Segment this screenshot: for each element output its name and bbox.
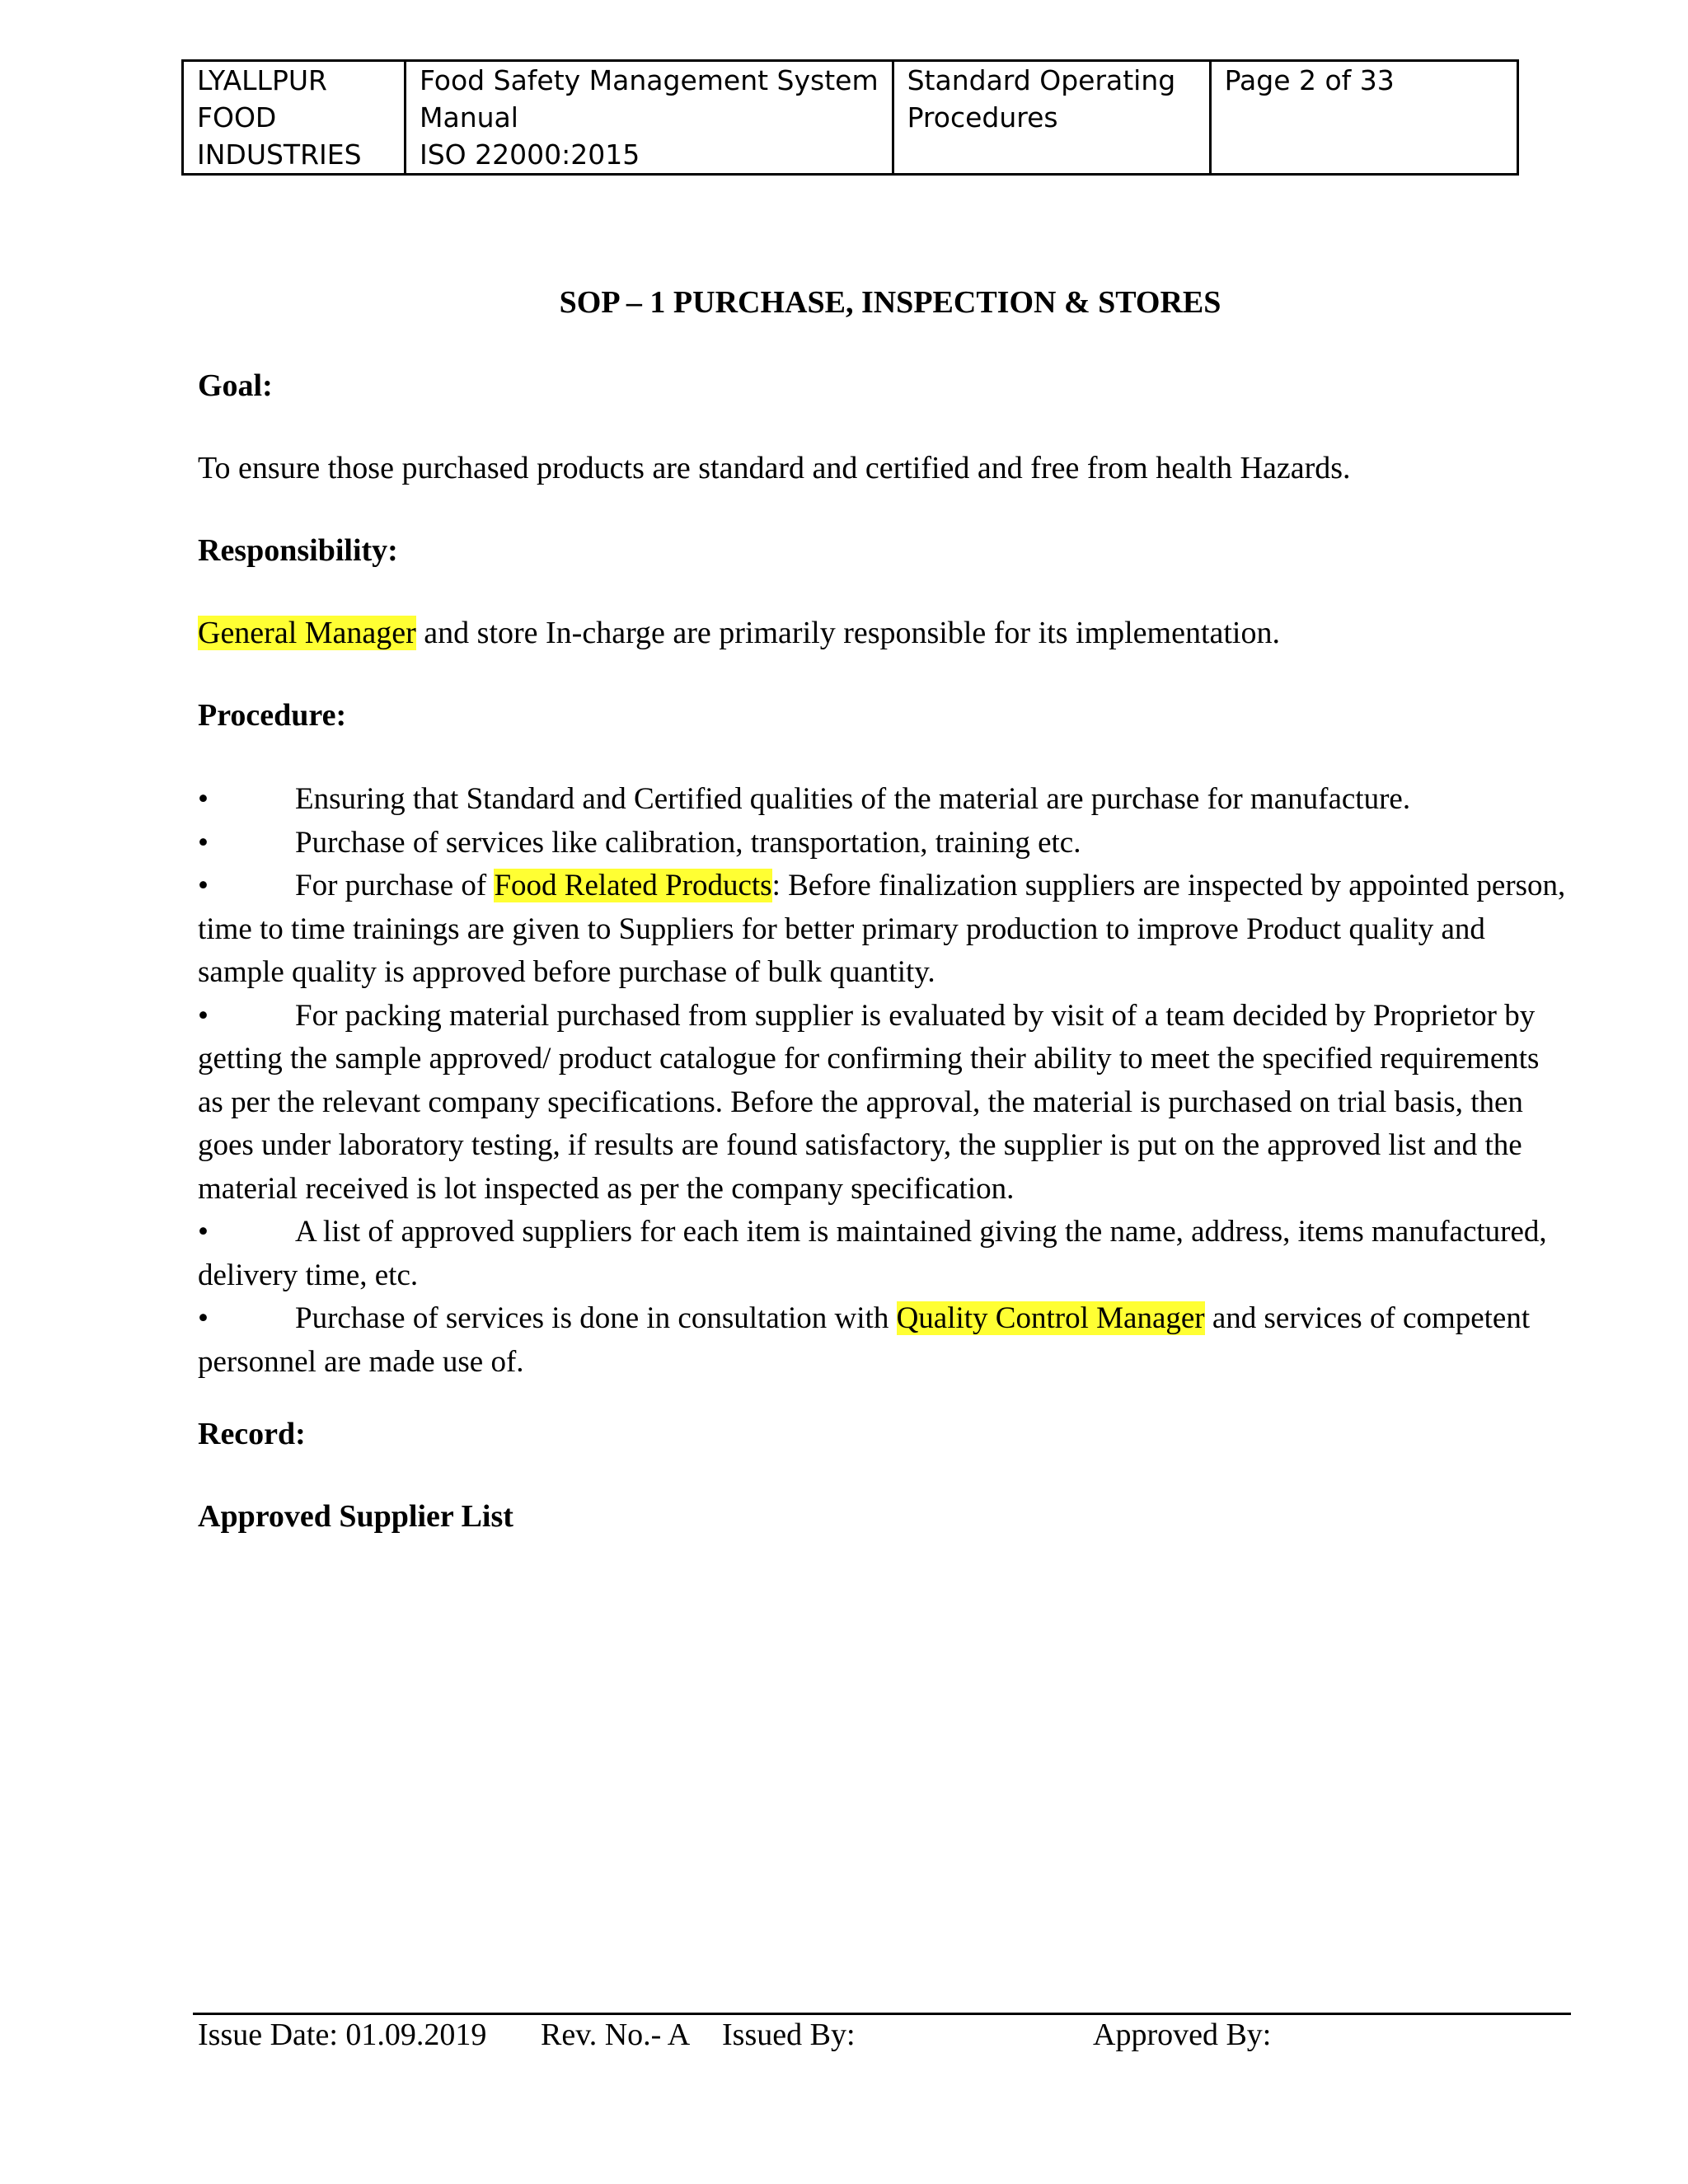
company-name-line: FOOD [197, 101, 277, 134]
bullet-icon: • [198, 1215, 209, 1249]
company-name-cell [183, 61, 406, 175]
manual-title-line: Food Safety Management System [420, 64, 879, 96]
procedure-item-text: Purchase of services is done in consultation with [295, 1301, 897, 1335]
goal-text: To ensure those purchased products are standard and certified and free from health Hazards. [198, 451, 1351, 485]
bullet-icon: • [198, 998, 209, 1033]
responsibility-text [198, 615, 1280, 651]
manual-title-line: Manual [420, 101, 518, 134]
procedure-item-text: and services of competent personnel are made use of. [198, 1301, 1531, 1379]
document-title: SOP – 1 PURCHASE, INSPECTION & STORES [559, 285, 1221, 320]
section-line: Standard Operating [907, 64, 1176, 96]
responsibility-heading: Responsibility: [198, 533, 398, 568]
issue-date: Issue Date: 01.09.2019 [198, 2018, 487, 2052]
bullet-icon: • [198, 869, 209, 902]
bullet-icon: • [198, 825, 209, 860]
list-item [198, 865, 1566, 995]
issued-by-label: Issued By: [722, 2018, 856, 2052]
section-cell [893, 61, 1210, 175]
page-number-cell [1210, 61, 1517, 175]
list-item [198, 822, 1566, 865]
record-heading: Record: [198, 1417, 306, 1451]
list-item [198, 778, 1566, 822]
list-item [198, 1297, 1566, 1384]
approved-by-label: Approved By: [1093, 2018, 1272, 2052]
document-header-table [181, 59, 1519, 176]
manual-title-cell [406, 61, 893, 175]
procedure-item-text: A list of approved suppliers for each item is maintained giving the name, address, items manufactured, delivery time, etc. [198, 1215, 1547, 1292]
page-number: Page 2 of 33 [1224, 64, 1395, 96]
list-item [198, 995, 1566, 1212]
company-name-line: INDUSTRIES [197, 138, 362, 171]
responsibility-rest: and store In-charge are primarily responsible for its implementation. [415, 616, 1280, 650]
highlighted-role: Quality Control Manager [896, 1301, 1205, 1335]
company-name-line: LYALLPUR [197, 64, 327, 96]
procedure-list [198, 778, 1566, 1384]
bullet-icon: • [198, 782, 209, 816]
list-item [198, 1211, 1566, 1297]
procedure-item-text: Ensuring that Standard and Certified qualities of the material are purchase for manufacture. [295, 782, 1411, 816]
goal-heading: Goal: [198, 368, 273, 403]
section-line: Procedures [907, 101, 1058, 134]
record-item: Approved Supplier List [198, 1499, 513, 1534]
revision-number: Rev. No.- A [541, 2018, 691, 2052]
highlighted-role: General Manager [198, 616, 416, 650]
footer-divider [193, 2013, 1571, 2015]
procedure-heading: Procedure: [198, 698, 347, 733]
procedure-item-text: : Before finalization suppliers are inspected by appointed person, time to time trainings are given to Suppliers for better primary production to improve Product quality and sample quality is approved before purchase of bulk quantity. [198, 869, 1566, 989]
procedure-item-text: For purchase of [295, 869, 495, 902]
bullet-icon: • [198, 1301, 209, 1335]
manual-standard: ISO 22000:2015 [420, 138, 640, 171]
procedure-item-text: For packing material purchased from supplier is evaluated by visit of a team decided by Proprietor by getting the sample approved/ product catalogue for confirming their ability to meet the specified requirements as per the relevant company specifications. Before the approval, the material is purchased on trial basis, then goes under laboratory testing, if results are found satisfactory, the supplier is put on the approved list and the material received is lot inspected as per the company specification. [198, 998, 1540, 1206]
highlighted-term: Food Related Products [494, 869, 772, 902]
procedure-item-text: Purchase of services like calibration, transportation, training etc. [295, 825, 1081, 860]
